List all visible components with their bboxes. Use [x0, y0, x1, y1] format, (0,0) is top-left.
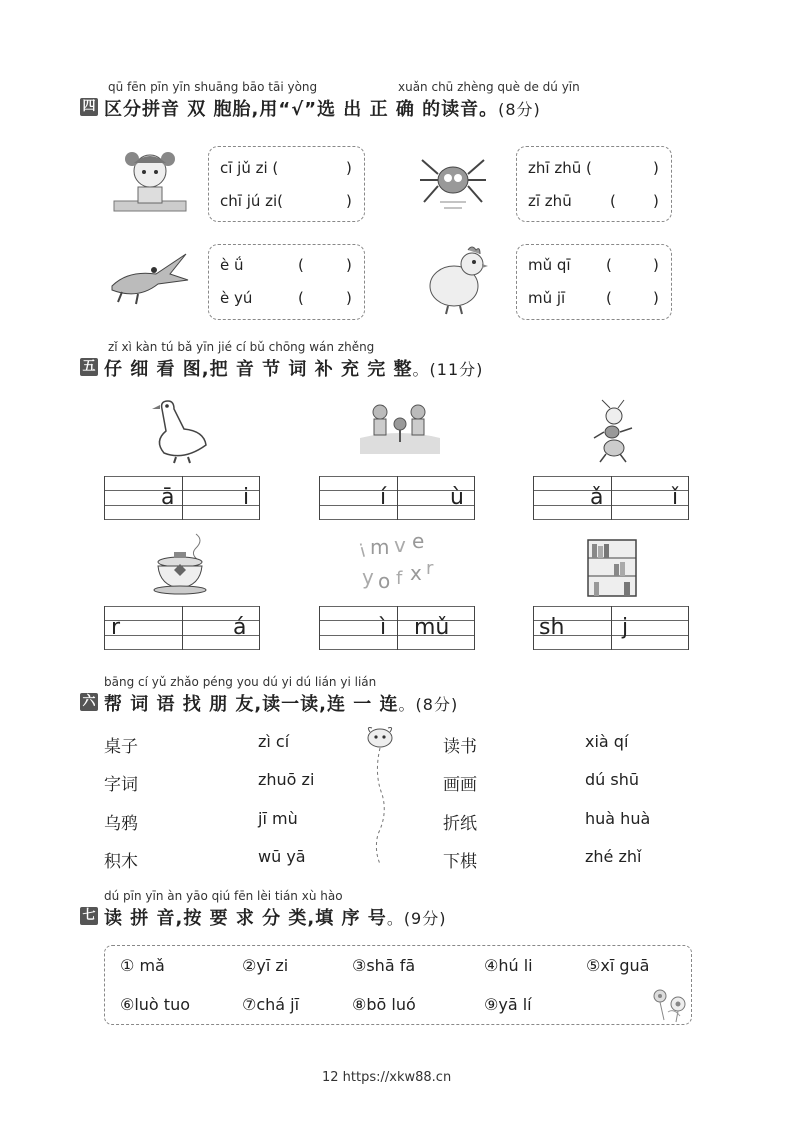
- option-3a: è ǘ: [220, 256, 244, 274]
- svg-text:v: v: [394, 533, 406, 557]
- four-line-grid: [533, 606, 689, 650]
- item-3: [352, 956, 415, 975]
- item-text: yī zi: [256, 956, 289, 975]
- item-num: ⑥: [120, 995, 135, 1014]
- right-word[interactable]: 下棋: [443, 852, 477, 872]
- section4-title-text: 区分拼音 双 胞胎,用“√”选 出 正 确 的读音。: [104, 99, 499, 120]
- item-7: [242, 995, 299, 1014]
- ant-icon: [588, 398, 638, 464]
- option-1a: cī jǔ zi (: [220, 159, 279, 177]
- item-5: [586, 956, 649, 975]
- item-text: yā lí: [498, 995, 532, 1014]
- page-footer: 12 https://xkw88.cn: [322, 1070, 452, 1085]
- bookshelf-icon: [584, 536, 640, 600]
- svg-text:r: r: [426, 558, 434, 579]
- svg-text:i: i: [357, 540, 368, 563]
- grid-5-right: mǔ: [414, 615, 450, 640]
- section4-pinyin-b: xuǎn chū zhèng què de dú yīn: [398, 80, 580, 94]
- paren-close: ): [653, 192, 659, 210]
- right-word[interactable]: 折纸: [443, 814, 477, 834]
- section4-pinyin-a: qū fēn pīn yīn shuāng bāo tāi yòng: [108, 80, 318, 94]
- svg-text:f: f: [396, 568, 403, 589]
- item-9: [484, 995, 532, 1014]
- grid-4-left: r: [111, 615, 121, 640]
- grid-1-right: i: [243, 485, 250, 510]
- four-line-grid: [319, 476, 475, 520]
- left-pinyin[interactable]: zhuō zi: [258, 770, 315, 789]
- section6-title-text: 帮 词 语 找 朋 友,读一读,连 一 连: [104, 694, 399, 715]
- item-num: ①: [120, 956, 135, 975]
- spider-icon: [418, 150, 488, 214]
- grid-5-left: ì: [380, 615, 387, 640]
- paren-open: (: [298, 289, 304, 307]
- right-word[interactable]: 画画: [443, 775, 477, 795]
- four-line-grid: [533, 476, 689, 520]
- paren-close: ): [653, 256, 659, 274]
- right-pinyin[interactable]: xià qí: [585, 732, 629, 751]
- item-num: ②: [242, 956, 257, 975]
- paren-close: ): [346, 192, 352, 210]
- svg-text:x: x: [410, 561, 422, 585]
- right-word[interactable]: 读书: [443, 737, 477, 757]
- children-planting-icon: [360, 398, 440, 454]
- section6-pinyin: bāng cí yǔ zhǎo péng you dú yi dú lián yi lián: [104, 675, 377, 689]
- item-text: chá jī: [256, 995, 300, 1014]
- paren-close: ): [346, 159, 352, 177]
- section7-number: 七: [80, 907, 98, 925]
- paren-close: ): [346, 289, 352, 307]
- option-2b: zī zhū: [528, 192, 572, 210]
- section4-title: [104, 95, 541, 121]
- left-pinyin[interactable]: wū yā: [258, 847, 306, 866]
- option-2a: zhī zhū (: [528, 159, 592, 177]
- item-text: bō luó: [366, 995, 416, 1014]
- left-pinyin[interactable]: jī mù: [258, 809, 298, 828]
- option-1b: chī jú zi(: [220, 192, 284, 210]
- option-box-1: [208, 146, 365, 222]
- item-num: ⑤: [586, 956, 601, 975]
- item-num: ⑦: [242, 995, 257, 1014]
- section6-title: [104, 690, 458, 716]
- section7-title-text: 读 拼 音,按 要 求 分 类,填 序 号: [104, 908, 387, 929]
- bee-divider-icon: [362, 724, 398, 874]
- section6-number: 六: [80, 693, 98, 711]
- item-text: hú li: [498, 956, 533, 975]
- right-pinyin[interactable]: huà huà: [585, 809, 651, 828]
- grid-1-left: ā: [161, 485, 175, 510]
- section4-points: (8分): [498, 100, 541, 119]
- option-4b: mǔ jī: [528, 289, 566, 307]
- left-word[interactable]: 积木: [104, 852, 138, 872]
- right-pinyin[interactable]: dú shū: [585, 770, 639, 789]
- paren-open: (: [606, 256, 612, 274]
- chicken-icon: [424, 242, 490, 316]
- option-4a: mǔ qī: [528, 256, 571, 274]
- four-line-grid: [319, 606, 475, 650]
- teacup-icon: [152, 530, 214, 596]
- item-text: xī guā: [600, 956, 650, 975]
- section6-points: 。(8分): [398, 695, 459, 714]
- paren-open: (: [606, 289, 612, 307]
- item-6: [120, 995, 190, 1014]
- grid-3-left: ǎ: [590, 485, 604, 510]
- goose-icon: [150, 395, 212, 465]
- svg-text:m: m: [370, 535, 390, 559]
- item-num: ④: [484, 956, 499, 975]
- letters-icon: [356, 530, 440, 594]
- item-text: shā fā: [366, 956, 416, 975]
- section5-title: [104, 355, 483, 381]
- grid-4-right: á: [233, 615, 247, 640]
- grid-6-right: j: [622, 615, 629, 640]
- option-3b: è yú: [220, 289, 253, 307]
- item-4: [484, 956, 533, 975]
- svg-text:o: o: [378, 569, 391, 593]
- item-num: ⑨: [484, 995, 499, 1014]
- section7-points: 。(9分): [386, 909, 447, 928]
- left-pinyin[interactable]: zì cí: [258, 732, 290, 751]
- grid-2-right: ù: [450, 485, 464, 510]
- grid-3-right: ǐ: [672, 485, 679, 510]
- girl-eating-icon: [110, 145, 190, 217]
- paren-open: (: [610, 192, 616, 210]
- svg-text:e: e: [412, 530, 425, 553]
- item-num: ③: [352, 956, 367, 975]
- four-line-grid: [104, 476, 260, 520]
- section5-number: 五: [80, 358, 98, 376]
- left-word[interactable]: 字词: [104, 775, 138, 795]
- paren-close: ): [346, 256, 352, 274]
- paren-open: (: [298, 256, 304, 274]
- svg-text:y: y: [362, 565, 374, 589]
- section7-title: [104, 904, 446, 930]
- section4-number: 四: [80, 98, 98, 116]
- four-line-grid: [104, 606, 260, 650]
- item-2: [242, 956, 288, 975]
- option-box-2: [516, 146, 672, 222]
- left-word[interactable]: 桌子: [104, 737, 138, 757]
- crocodile-icon: [108, 250, 190, 306]
- section7-pinyin: dú pīn yīn àn yāo qiú fēn lèi tián xù hào: [104, 889, 343, 903]
- item-num: ⑧: [352, 995, 367, 1014]
- right-pinyin[interactable]: zhé zhǐ: [585, 847, 642, 866]
- paren-close: ): [653, 159, 659, 177]
- paren-close: ): [653, 289, 659, 307]
- item-8: [352, 995, 416, 1014]
- section5-points: 。(11分): [412, 360, 484, 379]
- grid-2-left: í: [380, 485, 387, 510]
- section5-title-text: 仔 细 看 图,把 音 节 词 补 充 完 整: [104, 359, 413, 380]
- left-word[interactable]: 乌鸦: [104, 814, 138, 834]
- section5-pinyin: zǐ xì kàn tú bǎ yīn jié cí bǔ chōng wán zhěng: [108, 340, 375, 354]
- item-1: [120, 956, 165, 975]
- item-text: mǎ: [139, 956, 165, 975]
- flower-decoration-icon: [646, 982, 698, 1024]
- item-text: luò tuo: [134, 995, 191, 1014]
- grid-6-left: sh: [539, 615, 565, 640]
